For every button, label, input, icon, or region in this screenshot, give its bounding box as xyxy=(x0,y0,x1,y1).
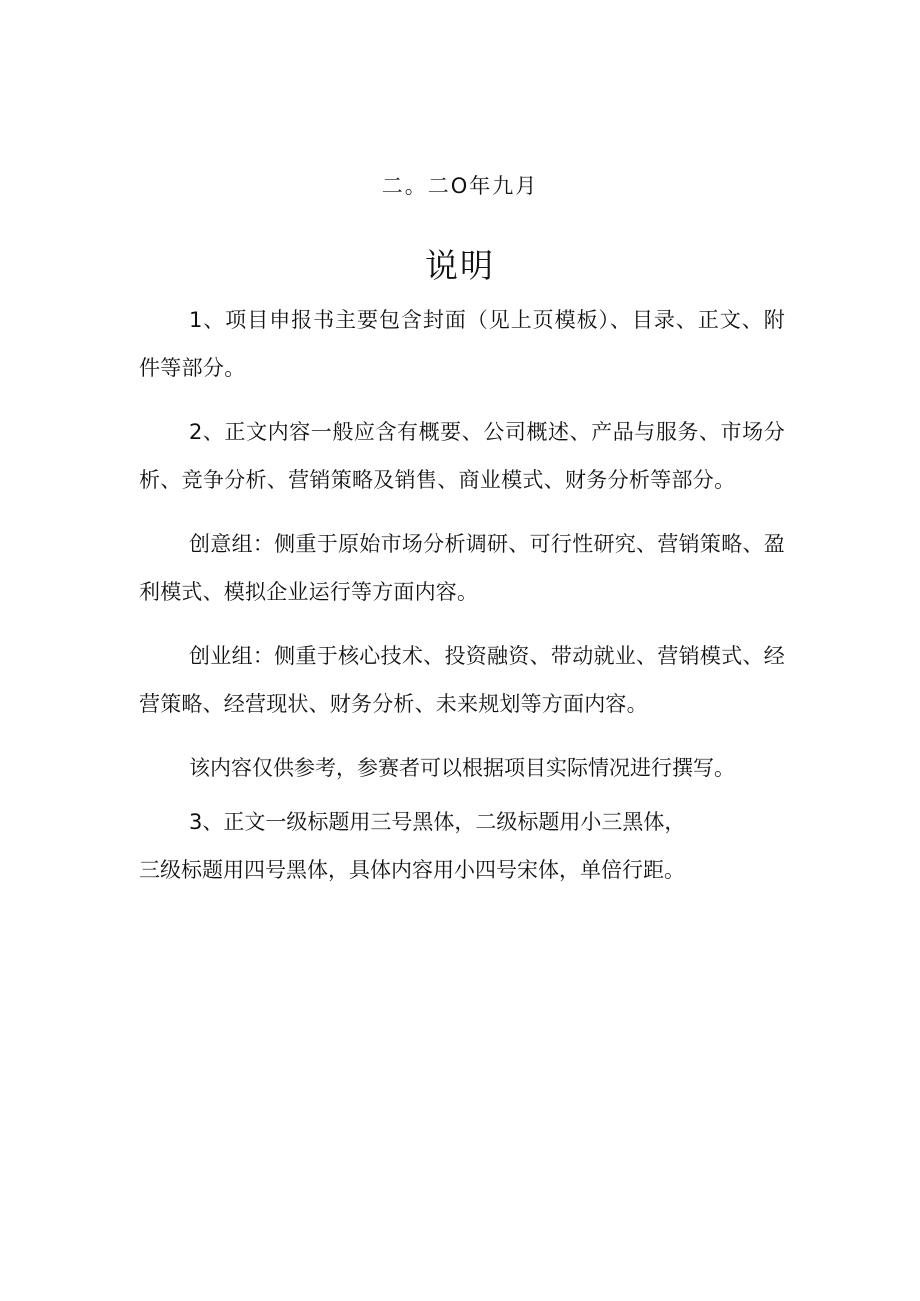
paragraph-item-1: 1、项目申报书主要包含封面（见上页模板）、目录、正文、附件等部分。 xyxy=(139,308,785,380)
paragraph-startup-group: 创业组：侧重于核心技术、投资融资、带动就业、营销模式、经营策略、经营现状、财务分析、未来规划等方面内容。 xyxy=(139,644,785,716)
paragraph-item-3-line-2: 三级标题用四号黑体，具体内容用小四号宋体，单倍行距。 xyxy=(139,858,685,882)
document-title: 说明 xyxy=(425,246,495,285)
document-date: 二。二O年九月 xyxy=(381,174,539,198)
paragraph-creative-group: 创意组：侧重于原始市场分析调研、可行性研究、营销策略、盈利模式、模拟企业运行等方面内容。 xyxy=(139,532,785,604)
paragraph-reference-note: 该内容仅供参考，参赛者可以根据项目实际情况进行撰写。 xyxy=(189,756,735,780)
paragraph-item-3 xyxy=(139,798,785,894)
paragraph-item-2: 2、正文内容一般应含有概要、公司概述、产品与服务、市场分析、竞争分析、营销策略及销售、商业模式、财务分析等部分。 xyxy=(139,420,785,492)
paragraph-item-3-line-1: 3、正文一级标题用三号黑体，二级标题用小三黑体， xyxy=(189,810,686,834)
document-body xyxy=(139,296,785,894)
